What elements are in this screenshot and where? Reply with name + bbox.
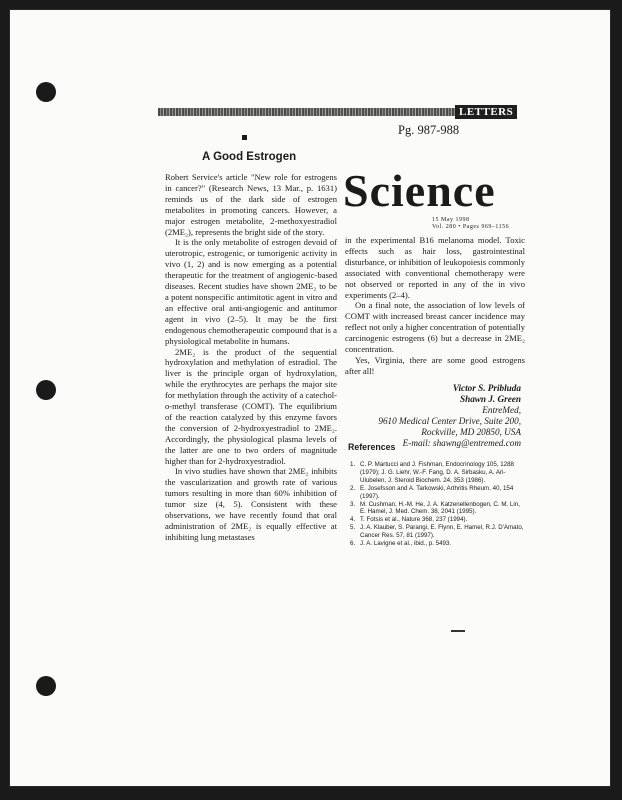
issue-info — [432, 217, 509, 231]
references-heading: References — [348, 442, 396, 452]
address-line: 9610 Medical Center Drive, Suite 200, — [378, 416, 521, 426]
section-label: LETTERS — [455, 105, 517, 119]
reference-number: 5. — [350, 524, 356, 532]
stray-mark — [451, 630, 465, 632]
reference-number: 3. — [350, 500, 356, 508]
issue-date: 15 May 1998 — [432, 217, 470, 223]
reference-item — [350, 524, 526, 540]
paragraph: in the experimental B16 melanoma model. Toxic effects such as hair loss, gastrointestinal disturbance, or inhibition of leukopoiesis commonly associated with conventional chemotherapy were not observed or reported in any of the in vivo experiments (2–4). — [345, 235, 525, 300]
punch-hole — [36, 82, 56, 102]
reference-item — [350, 540, 526, 548]
page-reference: Pg. 987-988 — [398, 123, 460, 137]
signature-block — [345, 383, 521, 449]
volume-pages: Vol. 280 • Pages 969–1156 — [432, 224, 510, 230]
organization: EntreMed, — [482, 405, 521, 415]
reference-number: 2. — [350, 484, 356, 492]
paragraph: In vivo studies have shown that 2ME₂ inhibits the vascularization and growth rate of various tumors resulting in more than 60% inhibition of tumor size (4, 5). Consistent with these observations, we have recently found that oral administration of 2ME₂ is equally effective at inhibiting lung metastases — [165, 466, 337, 542]
author-name: Shawn J. Green — [459, 394, 521, 404]
punch-hole — [36, 380, 56, 400]
paragraph: Robert Service's article "New role for estrogens in cancer?" (Research News, 13 Mar., p. 1631) reminds us of the dark side of estrogen metabolites in promoting cancers. However, a major estrogen metabolite, 2-methoxyestradiol (2ME₂), represents the bright side of the story. — [165, 172, 337, 237]
journal-masthead: Science — [343, 165, 496, 216]
bullet-mark — [242, 135, 247, 140]
paragraph: 2ME₂ is the product of the sequential hydroxylation and methylation of estradiol. The liver is the principle organ of hydroxylation, while the erythrocytes are perhaps the major site for methylation through the activity of a catechol-o-methyl transferase (COMT). The equilibrium of the reaction catalyzed by this enzyme favors the conversion of 2-hydroxyestradiol to 2ME₂. Accordingly, the physiological plasma levels of the latter are one to two orders of magnitude higher than for 2-hydroxyestradiol. — [165, 346, 337, 466]
letter-column-2 — [345, 235, 525, 377]
letter-title: A Good Estrogen — [202, 151, 297, 163]
author-name: Victor S. Pribluda — [452, 383, 521, 393]
paragraph: Yes, Virginia, there are some good estrogens after all! — [345, 354, 525, 376]
paragraph: It is the only metabolite of estrogen devoid of uterotropic, estrogenic, or tumorigenic activity in vivo (1, 2) and is now emerging as a potential therapeutic for the treatment of angiogenic-based diseases. Recent studies have shown 2ME₂ to be a potent nonspecific antimitotic agent in vitro and an effective oral anti-angiogenic and antitumor agent in vivo (2–5). It may be the first endogenous chemotherapeutic compound that is a physiological metabolite in humans. — [165, 237, 337, 346]
references-list — [350, 461, 526, 548]
reference-text: J. A. Lavigne et al., ibid., p. 5493. — [360, 540, 452, 548]
reference-number: 6. — [350, 540, 356, 548]
reference-item — [350, 501, 526, 517]
paragraph: On a final note, the association of low levels of COMT with increased breast cancer incidence may reflect not only a higher concentration of potentially carcinogenic estrogens (6) but a decrease in 2ME₂ concentration. — [345, 300, 525, 355]
reference-number: 4. — [350, 516, 356, 524]
reference-text: M. Cushman, H.-M. He, J. A. Katzenellenbogen, C. M. Lin, E. Hamel, J. Med. Chem. 38, 2041 (1995). — [360, 500, 520, 516]
punch-hole — [36, 676, 56, 696]
reference-text: J. A. Klauber, S. Parangi, E. Flynn, E. Hamel, R.J. D'Amato, Cancer Res. 57, 81 (1997). — [360, 524, 524, 540]
reference-text: T. Fotsis et al., Nature 368, 237 (1994). — [360, 516, 468, 524]
reference-item — [350, 461, 526, 485]
letter-column-1 — [165, 172, 337, 543]
reference-number: 1. — [350, 461, 356, 468]
reference-item — [350, 516, 526, 524]
reference-item — [350, 485, 526, 501]
reference-text: E. Josefsson and A. Tarkowski, Arthritis Rheum. 40, 154 (1997). — [360, 484, 514, 500]
email: E-mail: shawng@entremed.com — [402, 438, 521, 448]
address-line: Rockville, MD 20850, USA — [421, 427, 521, 437]
reference-text: C. P. Martucci and J. Fishman, Endocrinology 105, 1288 (1979); J. G. Liehr, W.-F. Fang, D. A. Sirbasku, A. Ari-Ulubelen, J. Steroid Biochem. 24, 353 (1986). — [360, 461, 514, 484]
